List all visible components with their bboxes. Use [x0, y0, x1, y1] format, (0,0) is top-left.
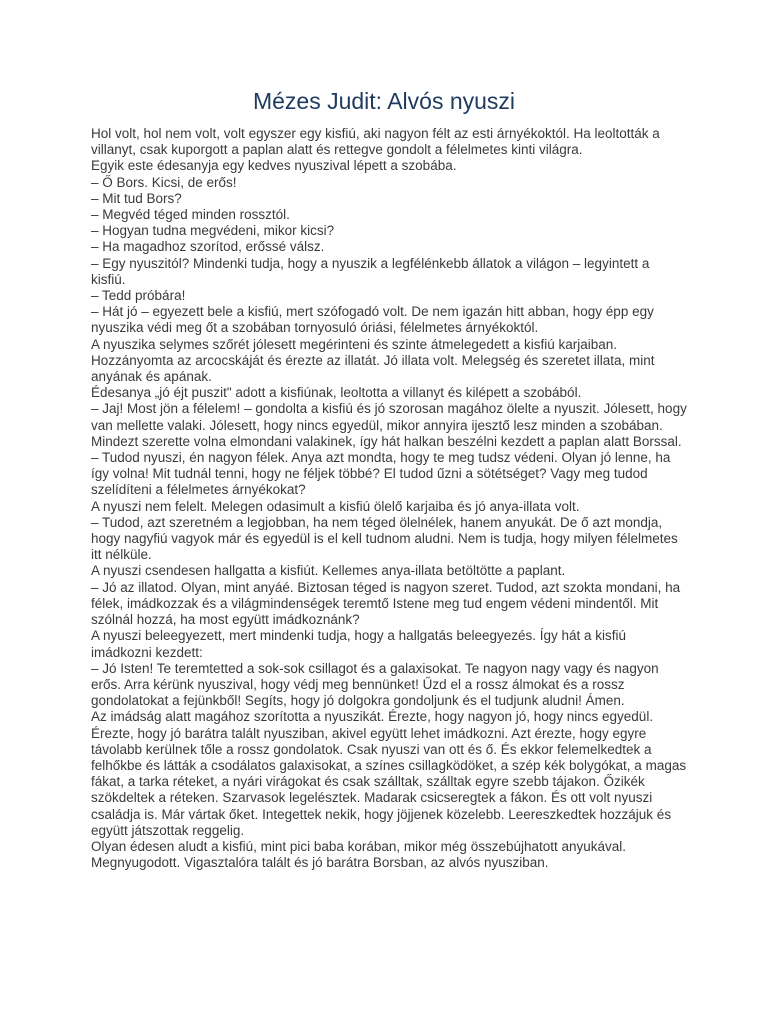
- paragraph: Olyan édesen aludt a kisfiú, mint pici baba korában, mikor még összebújhatott anyukával. Megnyugodott. Vigasztalóra talált és jó barátra Borsban, az alvós nyusziban.: [91, 838, 627, 871]
- paragraph: Egyik este édesanyja egy kedves nyuszival lépett a szobába.: [91, 158, 457, 174]
- dialogue-line: – Mit tud Bors?: [91, 190, 182, 206]
- paragraph: A nyuszi csendesen hallgatta a kisfiút. Kellemes anya-illata betöltötte a paplant.: [91, 563, 566, 579]
- dialogue-line: – Tedd próbára!: [91, 288, 186, 304]
- paragraph: A nyuszika selymes szőrét jólesett megérinteni és szinte átmelegedett a kisfiú karjaiban. Hozzányomta az arcocskáját és érezte az illatát. Jó illata volt. Melegség és szeretet illata, mint anyának és apának.: [91, 336, 655, 385]
- paragraph: A nyuszi nem felelt. Melegen odasimult a kisfiú ölelő karjaiba és jó anya-illata volt.: [91, 498, 580, 514]
- dialogue-line: – Tudod nyuszi, én nagyon félek. Anya azt mondta, hogy te meg tudsz védeni. Olyan jó lenne, ha így volna! Mit tudnál tenni, hogy ne féljek többé? El tudod űzni a sötétséget? Vagy meg tudod szelídíteni a félelmetes árnyékokat?: [91, 450, 671, 498]
- dialogue-line: – Egy nyuszitól? Mindenki tudja, hogy a nyuszik a legfélénkebb állatok a világon – legyintett a kisfiú.: [91, 255, 650, 287]
- paragraph: Az imádság alatt magához szorította a nyuszikát. Érezte, hogy nagyon jó, hogy nincs egyedül. Érezte, hogy jó barátra talált nyusziban, akivel együtt lehet imádkozni. Azt érezte, hogy egyre távolabb kerülnek tőle a rossz gondolatok. Csak nyuszi van ott és ő. És ekkor felemelkedtek a felhőkbe és látták a csodálatos galaxisokat, a színes csillagködöket, a szép kék bolygókat, a magas fákat, a tarka réteket, a nyári virágokat és csak szálltak, szálltak egyre szebb tájakon. Őzikék szökdeltek a réteken. Szarvasok legelésztek. Madarak csicseregtek a fákon. És ott volt nyuszi családja is. Már vártak őket. Integettek nekik, hogy jöjjenek közelebb. Leereszkedtek hozzájuk és együtt játszottak reggelig.: [91, 709, 687, 838]
- dialogue-line: – Jó az illatod. Olyan, mint anyáé. Biztosan téged is nagyon szeret. Tudod, azt szokta mondani, ha félek, imádkozzak és a világmindenségek teremtő Istene meg tud engem védeni mindentől. Mit szólnál hozzá, ha most együtt imádkoznánk?: [91, 579, 681, 628]
- story-body: [91, 126, 687, 871]
- dialogue-line: – Ha magadhoz szorítod, erőssé válsz.: [91, 239, 325, 255]
- dialogue-line: – Tudod, azt szeretném a legjobban, ha nem téged ölelnélek, hanem anyukát. De ő azt mondja, hogy nagyfiú vagyok már és egyedül is el kell tudnom aludni. Nem is tudja, hogy milyen félelmetes itt nélküle.: [91, 514, 678, 563]
- dialogue-line: – Hogyan tudna megvédeni, mikor kicsi?: [91, 223, 335, 239]
- document-title: Mézes Judit: Alvós nyuszi: [252, 88, 516, 114]
- paragraph: A nyuszi beleegyezett, mert mindenki tudja, hogy a hallgatás beleegyezés. Így hát a kisfiú imádkozni kezdett:: [91, 628, 627, 660]
- paragraph: Édesanya „jó éjt puszit" adott a kisfiúnak, leoltotta a villanyt és kilépett a szobából.: [91, 385, 582, 401]
- paragraph: Hol volt, hol nem volt, volt egyszer egy kisfiú, aki nagyon félt az esti árnyékoktól. Ha leoltották a villanyt, csak kuporgott a paplan alatt és rettegve gondolt a félelmetes kinti világra.: [91, 126, 660, 158]
- dialogue-line: – Jaj! Most jön a félelem! – gondolta a kisfiú és jó szorosan magához ölelte a nyuszit. Jólesett, hogy van mellette valaki. Jólesett, hogy nincs egyedül, mikor annyira ijesztő lesz minden a szobában. Mindezt szerette volna elmondani valakinek, így hát halkan beszélni kezdett a paplan alatt Borssal.: [91, 401, 687, 449]
- dialogue-line: – Jó Isten! Te teremtetted a sok-sok csillagot és a galaxisokat. Te nagyon nagy vagy és nagyon erős. Arra kérünk nyuszival, hogy védj meg bennünket! Űzd el a rossz álmokat és a rossz gondolatokat a fejünkből! Segíts, hogy jó dolgokra gondoljunk és el tudjunk aludni! Ámen.: [91, 660, 659, 709]
- dialogue-line: – Ő Bors. Kicsi, de erős!: [91, 174, 237, 190]
- dialogue-line: – Hát jó – egyezett bele a kisfiú, mert szófogadó volt. De nem igazán hitt abban, hogy épp egy nyuszika védi meg őt a szobában tornyosuló óriási, félelmetes árnyékoktól.: [91, 304, 654, 336]
- dialogue-line: – Megvéd téged minden rossztól.: [91, 207, 290, 223]
